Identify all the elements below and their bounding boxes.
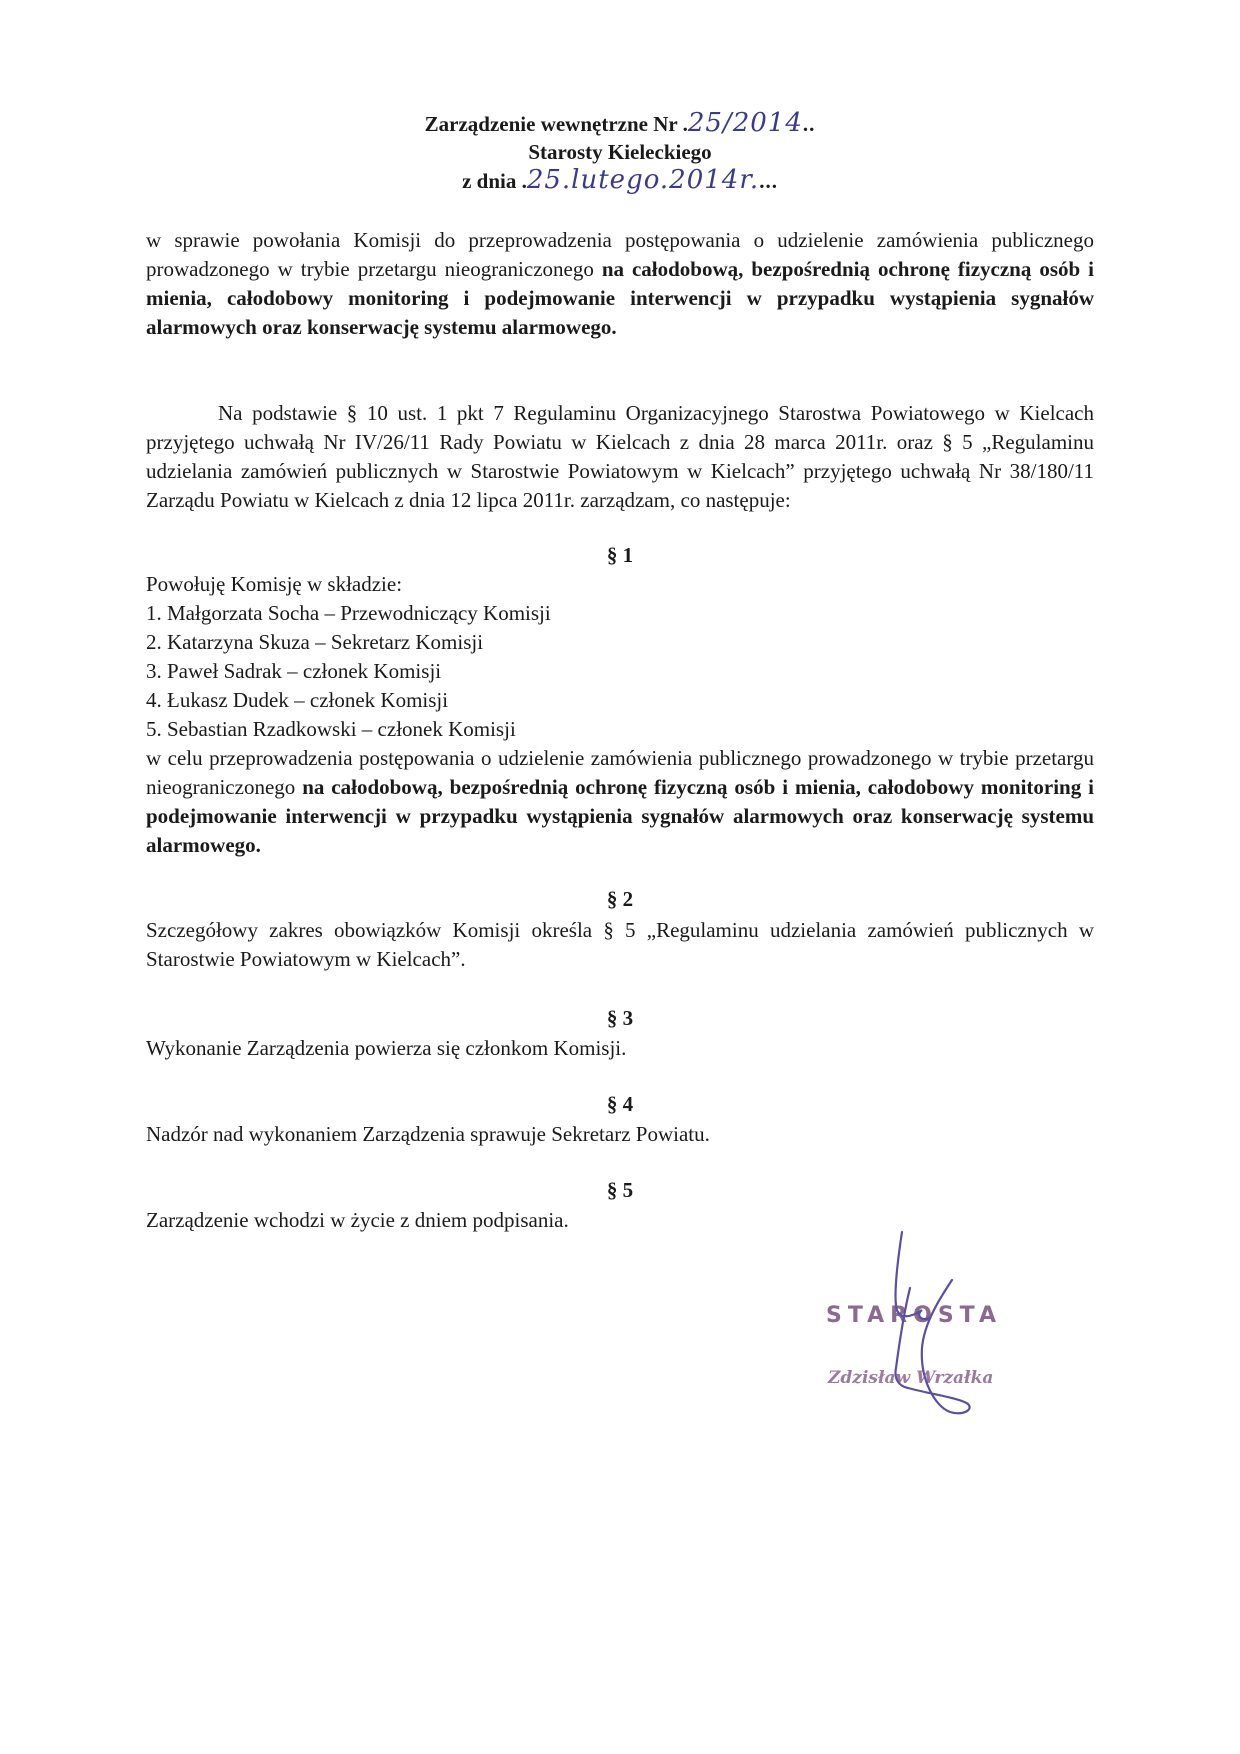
section-4-heading: § 4 (606, 1092, 634, 1116)
member-item: 1. Małgorzata Socha – Przewodniczący Komisji (146, 601, 551, 625)
subject-plain: w sprawie powołania Komisji do przeprowadzenia postępowania o udzielenie zamówienia publicznego prowadzonego w trybie przetargu nieograniczonego (146, 228, 1094, 281)
section-4-text: Nadzór nad wykonaniem Zarządzenia sprawuje Sekretarz Powiatu. (146, 1122, 710, 1146)
member-item: 4. Łukasz Dudek – członek Komisji (146, 688, 449, 712)
section-1-heading: § 1 (606, 543, 634, 567)
section-5-heading: § 5 (606, 1178, 634, 1202)
stamp-title: STAROSTA (826, 1303, 1002, 1328)
title-prefix: Zarządzenie wewnętrzne Nr . (424, 112, 688, 136)
issuer-line: Starosty Kieleckiego (528, 140, 712, 164)
signature-icon (850, 1228, 1000, 1418)
subject-bold: na całodobową, bezpośrednią ochronę fizyczną osób i mienia, całodobowy monitoring i podejmowanie interwencji w przypadku wystąpienia sygnałów alarmowych oraz konserwację systemu alarmowego. (146, 257, 1094, 339)
handwritten-date: 25.lutego.2014r. (526, 165, 760, 195)
title-suffix: .. (802, 112, 816, 136)
section-3-text: Wykonanie Zarządzenia powierza się członkom Komisji. (146, 1036, 627, 1060)
section-3-heading: § 3 (606, 1006, 634, 1030)
preamble-paragraph: Na podstawie § 10 ust. 1 pkt 7 Regulaminu Organizacyjnego Starostwa Powiatowego w Kielcach przyjętego uchwałą Nr IV/26/11 Rady Powiatu w Kielcach z dnia 28 marca 2011r. oraz § 5 „Regulaminu udzielania zamówień publicznych w Starostwie Powiatowym w Kielcach” przyjętego uchwałą Nr 38/180/11 Zarządu Powiatu w Kielcach z dnia 12 lipca 2011r. zarządzam, co następuje: (146, 401, 1094, 512)
stamp-name: Zdzisław Wrzałka (828, 1368, 994, 1388)
section-2-text: Szczegółowy zakres obowiązków Komisji określa § 5 „Regulaminu udzielania zamówień publicznych w Starostwie Powiatowym w Kielcach”. (146, 918, 1094, 971)
date-suffix: ... (759, 169, 778, 193)
members-intro: Powołuję Komisję w składzie: (146, 572, 403, 596)
document-title (0, 108, 1240, 138)
handwritten-number: 25/2014 (687, 108, 803, 138)
date-line (0, 165, 1240, 195)
section-1-body (146, 570, 1094, 744)
section-5-text: Zarządzenie wchodzi w życie z dniem podpisania. (146, 1208, 569, 1232)
purpose-bold: na całodobową, bezpośrednią ochronę fizyczną osób i mienia, całodobowy monitoring i podejmowanie interwencji w przypadku wystąpienia sygnałów alarmowych oraz konserwację systemu alarmowego. (146, 775, 1094, 857)
section-2-heading: § 2 (606, 887, 634, 911)
member-item: 3. Paweł Sadrak – członek Komisji (146, 659, 442, 683)
purpose-paragraph (146, 744, 1094, 860)
subject-paragraph (146, 226, 1094, 342)
member-item: 2. Katarzyna Skuza – Sekretarz Komisji (146, 630, 484, 654)
purpose-plain: w celu przeprowadzenia postępowania o udzielenie zamówienia publicznego prowadzonego w trybie przetargu nieograniczonego (146, 746, 1094, 799)
member-item: 5. Sebastian Rzadkowski – członek Komisji (146, 717, 516, 741)
date-prefix: z dnia . (462, 169, 527, 193)
